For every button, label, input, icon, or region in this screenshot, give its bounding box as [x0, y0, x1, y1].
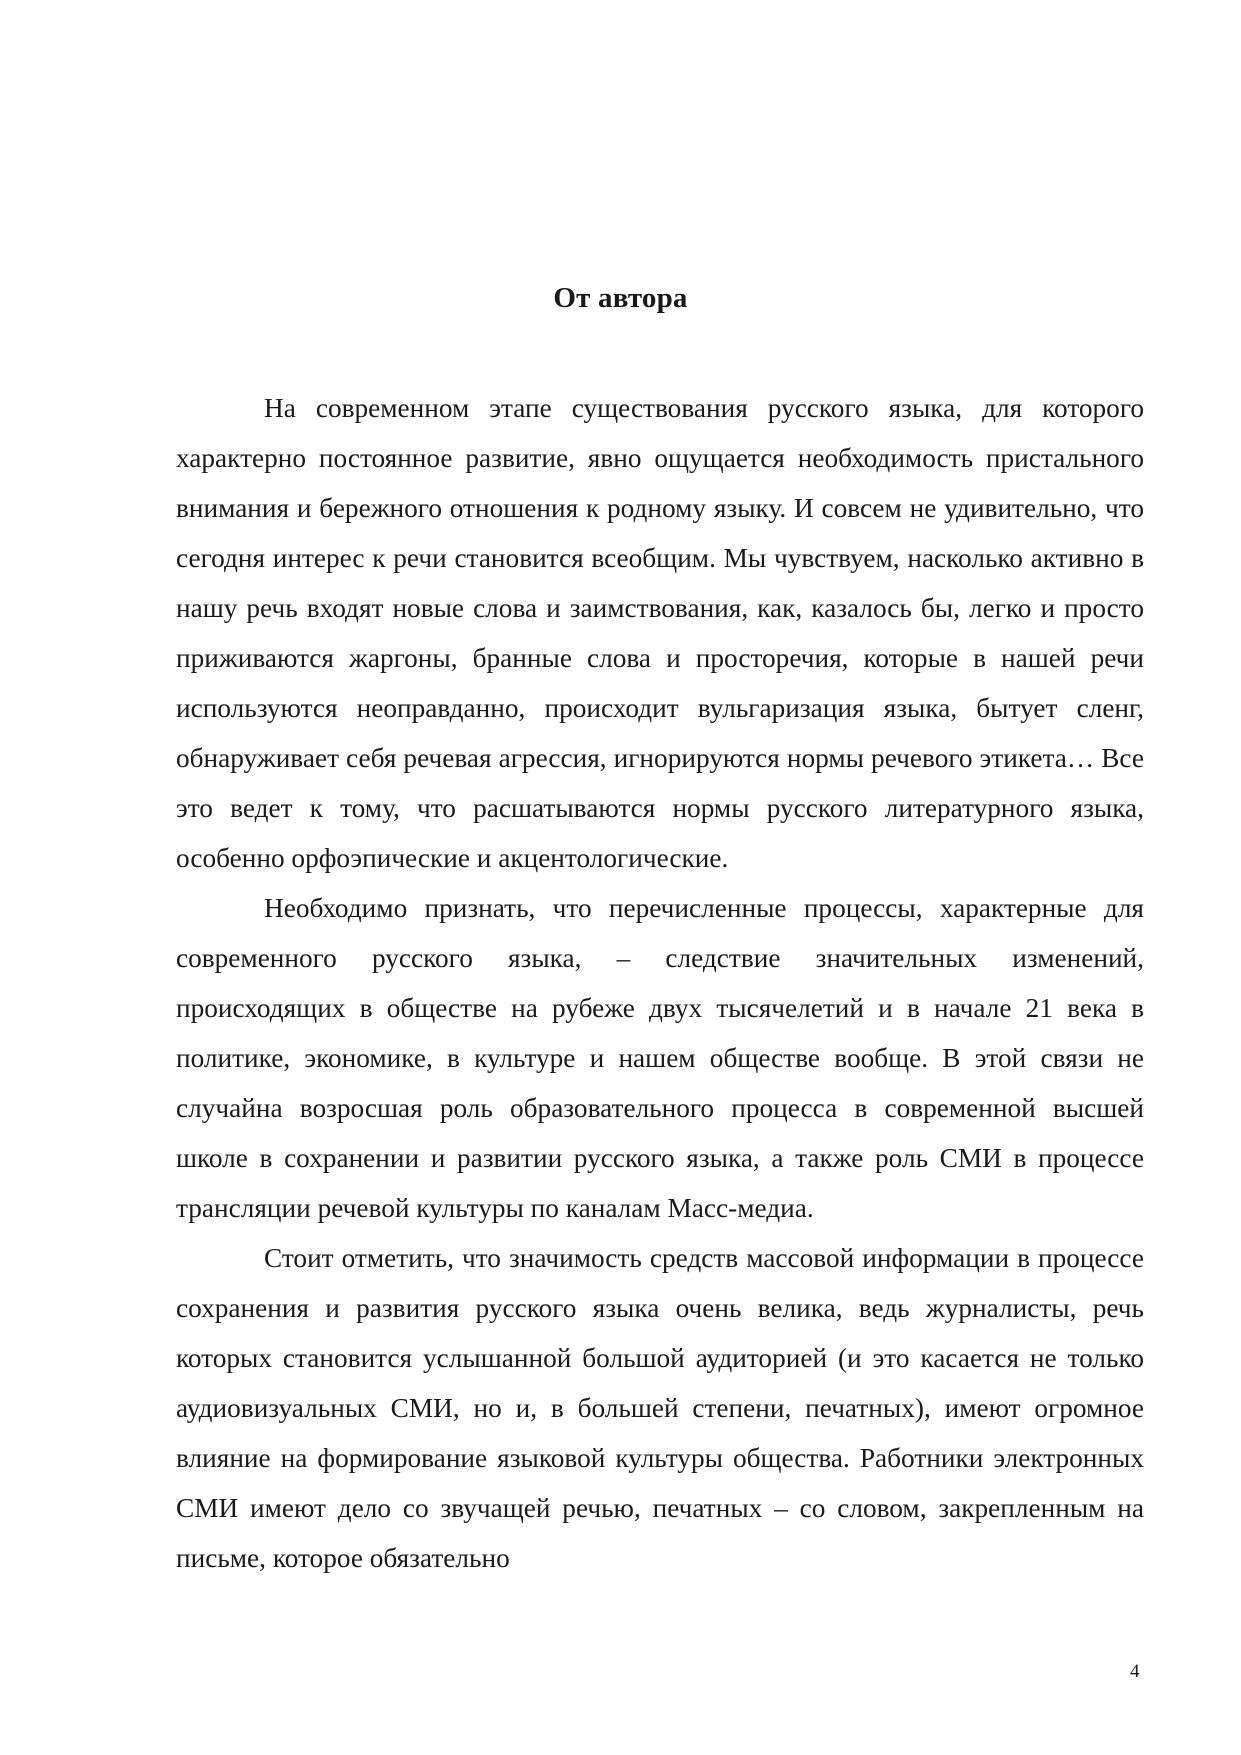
page-title: От автора [553, 282, 688, 314]
page-number: 4 [1130, 1661, 1140, 1682]
paragraph-1: На современном этапе существования русского языка, для которого характерно постоянное развитие, явно ощущается необходимость пристального внимания и бережного отношения к родному языку. И совсем не удивительно, что сегодня интерес к речи становится всеобщим. Мы чувствуем, насколько активно в нашу речь входят новые слова и заимствования, как, казалось бы, легко и просто приживаются жаргоны, бранные слова и просторечия, которые в нашей речи используются неоправданно, происходит вульгаризация языка, бытует сленг, обнаруживает себя речевая агрессия, игнорируются нормы речевого этикета… Все это ведет к тому, что расшатываются нормы русского литературного языка, особенно орфоэпические и акцентологические. [176, 393, 1144, 873]
paragraph-3: Стоит отметить, что значимость средств массовой информации в процессе сохранения и развития русского языка очень велика, ведь журналисты, речь которых становится услышанной большой аудиторией (и это касается не только аудиовизуальных СМИ, но и, в большей степени, печатных), имеют огромное влияние на формирование языковой культуры общества. Работники электронных СМИ имеют дело со звучащей речью, печатных – со словом, закрепленным на письме, которое обязательно [176, 1243, 1144, 1573]
body-text [176, 383, 1144, 1583]
paragraph-2: Необходимо признать, что перечисленные процессы, характерные для современного русского языка, – следствие значительных изменений, происходящих в обществе на рубеже двух тысячелетий и в начале 21 века в политике, экономике, в культуре и нашем обществе вообще. В этой связи не случайна возросшая роль образовательного процесса в современной высшей школе в сохранении и развитии русского языка, а также роль СМИ в процессе трансляции речевой культуры по каналам Масс-медиа. [176, 893, 1144, 1223]
